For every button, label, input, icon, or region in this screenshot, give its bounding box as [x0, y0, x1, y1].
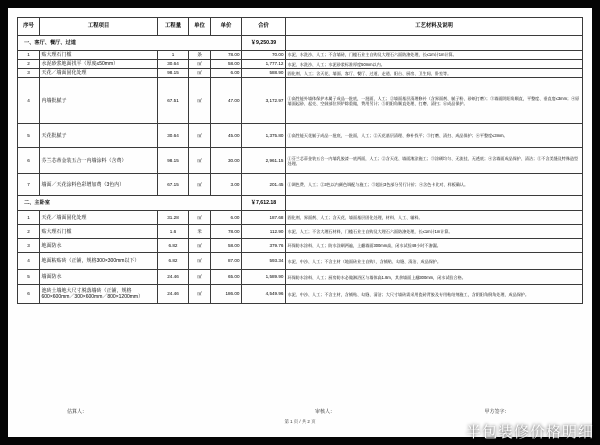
row-item-name: 地面粘贴砖（正铺，规格300×300mm以下）	[40, 253, 158, 270]
table-row	[18, 253, 583, 270]
row-description: 水泥、中沙、人工；不含主材，含铺贴、勾缝、清洁；大尺寸墙砖需采用瓷砖背胶及专用粘结剂施工，含阴阳角倒角处理、成品保护。	[286, 285, 583, 304]
row-item-name: 天花／墙面固化处理	[40, 69, 158, 78]
row-description: ①芬兰芯蒂金装五合一内墙乳胶漆一底两面，人工；②含天花、墙面滚涂施工；③涂刷均匀、无流挂、无透底；④含墙面成品保护、清洁；⑤不含美缝及特殊造型处理。	[286, 148, 583, 174]
section-header-row	[18, 36, 583, 51]
row-price: 78.00	[211, 225, 242, 239]
row-unit: ㎡	[189, 69, 211, 78]
table-header	[18, 18, 583, 36]
row-qty: 31.28	[158, 211, 189, 225]
column-header-desc: 工艺材料及说明	[286, 18, 583, 36]
row-amount: 70.00	[242, 51, 286, 60]
row-amount: 112.90	[242, 225, 286, 239]
row-price: 186.00	[211, 285, 242, 304]
row-amount: 588.90	[242, 69, 286, 78]
row-no: 4	[18, 78, 40, 124]
row-no: 5	[18, 270, 40, 285]
row-price: 6.00	[211, 69, 242, 78]
column-header-no: 序号	[18, 18, 40, 36]
table-row	[18, 69, 583, 78]
row-unit: ㎡	[189, 239, 211, 253]
row-no: 3	[18, 69, 40, 78]
section-title: 二、主卧室	[18, 196, 242, 211]
row-amount: 3,172.97	[242, 78, 286, 124]
table-row	[18, 225, 583, 239]
row-no: 1	[18, 211, 40, 225]
table-body	[18, 36, 583, 304]
row-price: 58.00	[211, 239, 242, 253]
section-desc-spacer	[286, 36, 583, 51]
table-row	[18, 51, 583, 60]
row-description: 水泥、水洗沙、人工；不含墙砖，门槛石业主自购及大理石六面防渗处理，长≤1m计1m计算。	[286, 51, 583, 60]
table-row	[18, 239, 583, 253]
column-header-item: 工程项目	[40, 18, 158, 36]
row-no: 6	[18, 148, 40, 174]
row-item-name: 水泥砂浆地面找平（厚度≤50mm）	[40, 60, 158, 69]
row-price: 45.00	[211, 124, 242, 148]
row-qty: 6.82	[158, 253, 189, 270]
row-unit: ㎡	[189, 174, 211, 196]
row-price: 3.00	[211, 174, 242, 196]
row-qty: 1	[158, 51, 189, 60]
row-no: 7	[18, 174, 40, 196]
row-item-name: 天花批腻子	[40, 124, 158, 148]
row-unit: ㎡	[189, 285, 211, 304]
column-header-amount: 合价	[242, 18, 286, 36]
row-qty: 6.82	[158, 239, 189, 253]
row-no: 2	[18, 225, 40, 239]
row-no: 6	[18, 285, 40, 304]
row-price: 6.00	[211, 211, 242, 225]
row-price: 58.00	[211, 60, 242, 69]
row-description: 水泥、水洗沙、人工；水泥砂浆标准厚度50mm以内。	[286, 60, 583, 69]
section-total: ￥7,612.18	[242, 196, 286, 211]
row-item-name: 墙面防水	[40, 270, 158, 285]
row-unit: ㎡	[189, 78, 211, 124]
table-row	[18, 124, 583, 148]
row-no: 5	[18, 124, 40, 148]
row-price: 78.00	[211, 51, 242, 60]
row-item-name: 地面防水	[40, 239, 158, 253]
row-amount: 379.76	[242, 239, 286, 253]
row-price: 30.00	[211, 148, 242, 174]
row-unit: ㎡	[189, 211, 211, 225]
table-row	[18, 60, 583, 69]
row-item-name: 贴大理石门槛	[40, 225, 158, 239]
section-title: 一、客厅、餐厅、过道	[18, 36, 242, 51]
row-description: 固化剂、人工；含天花、墙面、客厅、餐厅、过道、走道、阳台、厨房、卫生间、卧室等。	[286, 69, 583, 78]
table-header-row	[18, 18, 583, 36]
row-qty: 24.46	[158, 270, 189, 285]
document-sheet	[8, 8, 592, 437]
row-unit: ㎡	[189, 124, 211, 148]
row-description: ①高性能外墙体保护木属子成品一批底，一批面，人工；②墙面基层清理修补（含界面剂、腻子粉、砂纸打磨）；③墙面阴阳角顺直，平整度、垂直度≤3mm；④原墙面起砂、起壳、空鼓部位须铲除重做，费用另计；⑤阴阳角顺直处理、打磨、清扫；⑥成品保护。	[286, 78, 583, 124]
row-amount: 187.68	[242, 211, 286, 225]
row-qty: 67.15	[158, 174, 189, 196]
row-unit: ㎡	[189, 270, 211, 285]
row-description: 水泥、人工；不含大理石材料，门槛石业主自购及大理石六面防渗处理，长≤1m计1m计算。	[286, 225, 583, 239]
row-qty: 98.15	[158, 148, 189, 174]
row-unit: 条	[189, 51, 211, 60]
row-qty: 24.46	[158, 285, 189, 304]
estimator-label: 估算人：	[67, 409, 88, 415]
section-header-row	[18, 196, 583, 211]
row-no: 3	[18, 239, 40, 253]
row-amount: 2,961.15	[242, 148, 286, 174]
table-row	[18, 148, 583, 174]
row-no: 4	[18, 253, 40, 270]
row-amount: 1,375.80	[242, 124, 286, 148]
row-price: 65.00	[211, 270, 242, 285]
column-header-price: 单价	[211, 18, 242, 36]
row-unit: 米	[189, 225, 211, 239]
row-qty: 30.64	[158, 60, 189, 69]
row-no: 2	[18, 60, 40, 69]
quotation-table	[17, 17, 583, 304]
row-item-name: 贴大理石门槛	[40, 51, 158, 60]
row-description: 环保防水涂料、人工；防水涂刷两遍，上翻墙面300mm高，闭水试验48小时不渗漏。	[286, 239, 583, 253]
row-qty: 98.15	[158, 69, 189, 78]
row-item-name: 池砖土墙地大尺寸脱落墙砖（正铺，规格600×600mm／300×600mm／800×1200mm）	[40, 285, 158, 304]
row-description: 水泥、中沙、人工；不含主材（地面砖业主自购），含铺贴、勾缝、清洁、成品保护。	[286, 253, 583, 270]
row-description: 环保防水涂料、人工；厨房防水必做淋浴区与墙体高1.8m，其余墙面上翻300mm，闭水试验合格。	[286, 270, 583, 285]
row-amount: 201.45	[242, 174, 286, 196]
signature-row	[17, 405, 583, 415]
client-signature-label: 甲方签字：	[484, 409, 510, 415]
row-description: 固化剂、界面剂、人工；含天花、墙面基层固化处理，材料、人工、辅料。	[286, 211, 583, 225]
table-row	[18, 211, 583, 225]
table-row	[18, 78, 583, 124]
row-unit: ㎡	[189, 253, 211, 270]
section-total: ￥9,250.39	[242, 36, 286, 51]
row-price: 87.00	[211, 253, 242, 270]
row-description: ①高性能天花腻子成品一批底，一批面，人工；②天花基层清理、修补找平；③打磨、清扫、成品保护；④平整度≤3mm。	[286, 124, 583, 148]
table-row	[18, 270, 583, 285]
row-amount: 1,589.90	[242, 270, 286, 285]
row-amount: 593.34	[242, 253, 286, 270]
row-item-name: 墙面／天花涂料色彩增加费（3色内）	[40, 174, 158, 196]
column-header-qty: 工程量	[158, 18, 189, 36]
row-no: 1	[18, 51, 40, 60]
watermark-text: 半包装修价格明细	[465, 425, 594, 441]
row-description: ①调色费、人工；②3色以内颜色调配与施工；③超出3色部分另行计价；④含色卡比对、样板确认。	[286, 174, 583, 196]
row-unit: ㎡	[189, 60, 211, 69]
column-header-unit: 单位	[189, 18, 211, 36]
row-qty: 30.64	[158, 124, 189, 148]
table-row	[18, 285, 583, 304]
row-amount: 1,777.12	[242, 60, 286, 69]
row-qty: 1.6	[158, 225, 189, 239]
row-item-name: 内墙批腻子	[40, 78, 158, 124]
reviewer-label: 审核人：	[314, 409, 335, 415]
table-row	[18, 174, 583, 196]
row-item-name: 天花／墙面固化处理	[40, 211, 158, 225]
row-qty: 67.51	[158, 78, 189, 124]
row-price: 47.00	[211, 78, 242, 124]
row-unit: ㎡	[189, 148, 211, 174]
section-desc-spacer	[286, 196, 583, 211]
page-number: 第 1 页 / 共 2 页	[284, 419, 316, 424]
row-amount: 4,549.96	[242, 285, 286, 304]
row-item-name: 芬兰芯蒂金装五合一内墙涂料（含费）	[40, 148, 158, 174]
